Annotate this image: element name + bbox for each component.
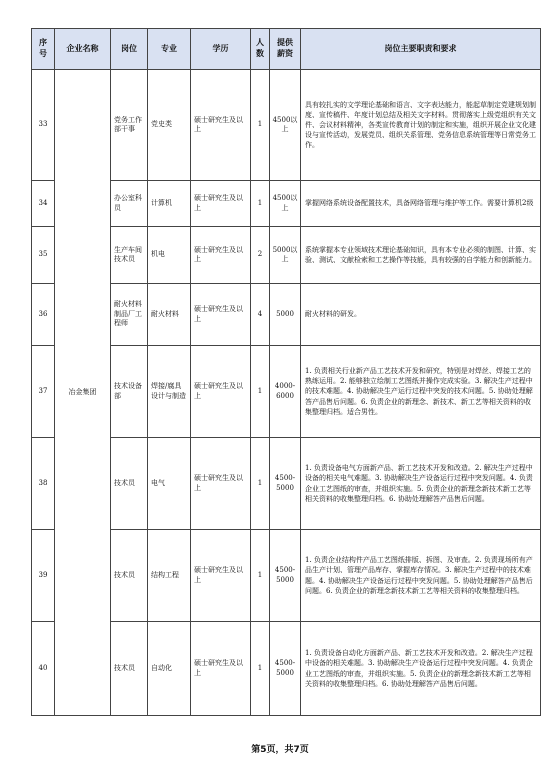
- row-count: 1: [251, 346, 270, 438]
- row-duties: 1. 负责企业结构件产品工艺图纸排版、拆图、及审查。2. 负责现场所有产品生产计划、管理产品库存、掌握库存情况。3. 解决生产过程中的技术难题。4. 协助解决生产设备运行过程中突发问题。5. 协助处理解答产品售后问题。6. 负责企业的新理念新技术新工艺等相关资料的收集整理归档。: [301, 530, 541, 622]
- row-index: 35: [32, 227, 55, 284]
- header-duties: 岗位主要职责和要求: [301, 29, 541, 70]
- table-header-row: [32, 29, 541, 70]
- row-education: 硕士研究生及以上: [191, 622, 251, 716]
- row-post: 党务工作部干事: [111, 70, 148, 181]
- row-salary: 4500-5000: [270, 530, 301, 622]
- job-listing-table: [31, 28, 541, 716]
- row-count: 1: [251, 438, 270, 530]
- page-number: 第5页，共7页: [251, 745, 309, 755]
- row-salary: 4500以上: [270, 181, 301, 227]
- row-index: 37: [32, 346, 55, 438]
- row-count: 1: [251, 622, 270, 716]
- row-post: 生产车间技术员: [111, 227, 148, 284]
- row-education: 硕士研究生及以上: [191, 438, 251, 530]
- row-duties: 耐火材料的研发。: [301, 284, 541, 346]
- row-duties: 1. 负责设备电气方面新产品、新工艺技术开发和改造。2. 解决生产过程中设备的相关电气难题。3. 协助解决生产设备运行过程中突发问题。4. 负责企业工艺图纸的审查，并组织实施。5. 负责企业的新理念新技术新工艺等相关资料的收集整理归档。6. 协助处理解答产品售后问题。: [301, 438, 541, 530]
- row-education: 硕士研究生及以上: [191, 346, 251, 438]
- row-post: 办公室科员: [111, 181, 148, 227]
- row-index: 33: [32, 70, 55, 181]
- row-count: 4: [251, 284, 270, 346]
- row-salary: 5000: [270, 284, 301, 346]
- row-salary: 4500-5000: [270, 438, 301, 530]
- row-major: 自动化: [148, 622, 191, 716]
- row-education: 硕士研究生及以上: [191, 70, 251, 181]
- header-major: 专业: [148, 29, 191, 70]
- row-duties: 具有较扎实的文学理论基础和语言、文字表达能力，能起草制定党建规划制度、宣传稿件、年度计划总结及相关文字材料。贯彻落实上级党组织有关文件、会议材料精神，各类宣传教育计划的制定和实施，组织开展企业文化建设与宣传活动，发展党员、组织关系管理、党务信息系统管理等日常党务工作。: [301, 70, 541, 181]
- row-index: 36: [32, 284, 55, 346]
- row-post: 技术设备部: [111, 346, 148, 438]
- row-salary: 4000-6000: [270, 346, 301, 438]
- row-major: 计算机: [148, 181, 191, 227]
- row-duties: 系统掌握本专业领域技术理论基础知识，具有本专业必须的制图、计算、实验、测试、文献检索和工艺操作等技能，具有较强的自学能力和创新能力。: [301, 227, 541, 284]
- company-name-cell: 冶金集团: [55, 70, 111, 716]
- row-education: 硕士研究生及以上: [191, 227, 251, 284]
- row-duties: 掌握网络系统设备配置技术，具备网络管理与维护等工作。需要计算机2级: [301, 181, 541, 227]
- row-salary: 4500-5000: [270, 622, 301, 716]
- row-education: 硕士研究生及以上: [191, 284, 251, 346]
- row-duties: 1. 负责设备自动化方面新产品、新工艺技术开发和改造。2. 解决生产过程中设备的相关难题。3. 协助解决生产设备运行过程中突发问题。4. 负责企业工艺图纸的审查，并组织实施。5. 负责企业的新理念新技术新工艺等相关资料的收集整理归档。6. 协助处理解答产品售后问题。: [301, 622, 541, 716]
- row-major: 结构工程: [148, 530, 191, 622]
- row-education: 硕士研究生及以上: [191, 181, 251, 227]
- row-count: 1: [251, 181, 270, 227]
- row-duties: 1. 负责相关行业新产品工艺技术开发和研究，特别是对焊丝、焊接工艺的熟练运用。2. 能够独立绘制工艺图纸并操作完成实验。3. 解决生产过程中的技术难题。4. 协助解决生产运行过程中突发的技术问题。5. 协助处理解答产品售后问题。6. 负责企业的新理念、新技术、新工艺等相关资料的收集整理归档。适合男性。: [301, 346, 541, 438]
- row-major: 电气: [148, 438, 191, 530]
- row-major: 党史类: [148, 70, 191, 181]
- row-post: 耐火材料制品厂工程师: [111, 284, 148, 346]
- table-row: [32, 70, 541, 181]
- row-major: 焊接/腐具设计与制造: [148, 346, 191, 438]
- row-post: 技术员: [111, 530, 148, 622]
- row-post: 技术员: [111, 438, 148, 530]
- row-salary: 5000以上: [270, 227, 301, 284]
- header-index: 序 号: [32, 29, 55, 70]
- row-index: 40: [32, 622, 55, 716]
- header-education: 学历: [191, 29, 251, 70]
- header-post: 岗位: [111, 29, 148, 70]
- row-major: 机电: [148, 227, 191, 284]
- row-post: 技术员: [111, 622, 148, 716]
- row-education: 硕士研究生及以上: [191, 530, 251, 622]
- header-company: 企业名称: [55, 29, 111, 70]
- row-count: 2: [251, 227, 270, 284]
- row-count: 1: [251, 70, 270, 181]
- row-major: 耐火材料: [148, 284, 191, 346]
- row-salary: 4500以上: [270, 70, 301, 181]
- header-salary: 提供 薪资: [270, 29, 301, 70]
- row-index: 38: [32, 438, 55, 530]
- row-count: 1: [251, 530, 270, 622]
- header-count: 人数: [251, 29, 270, 70]
- row-index: 34: [32, 181, 55, 227]
- row-index: 39: [32, 530, 55, 622]
